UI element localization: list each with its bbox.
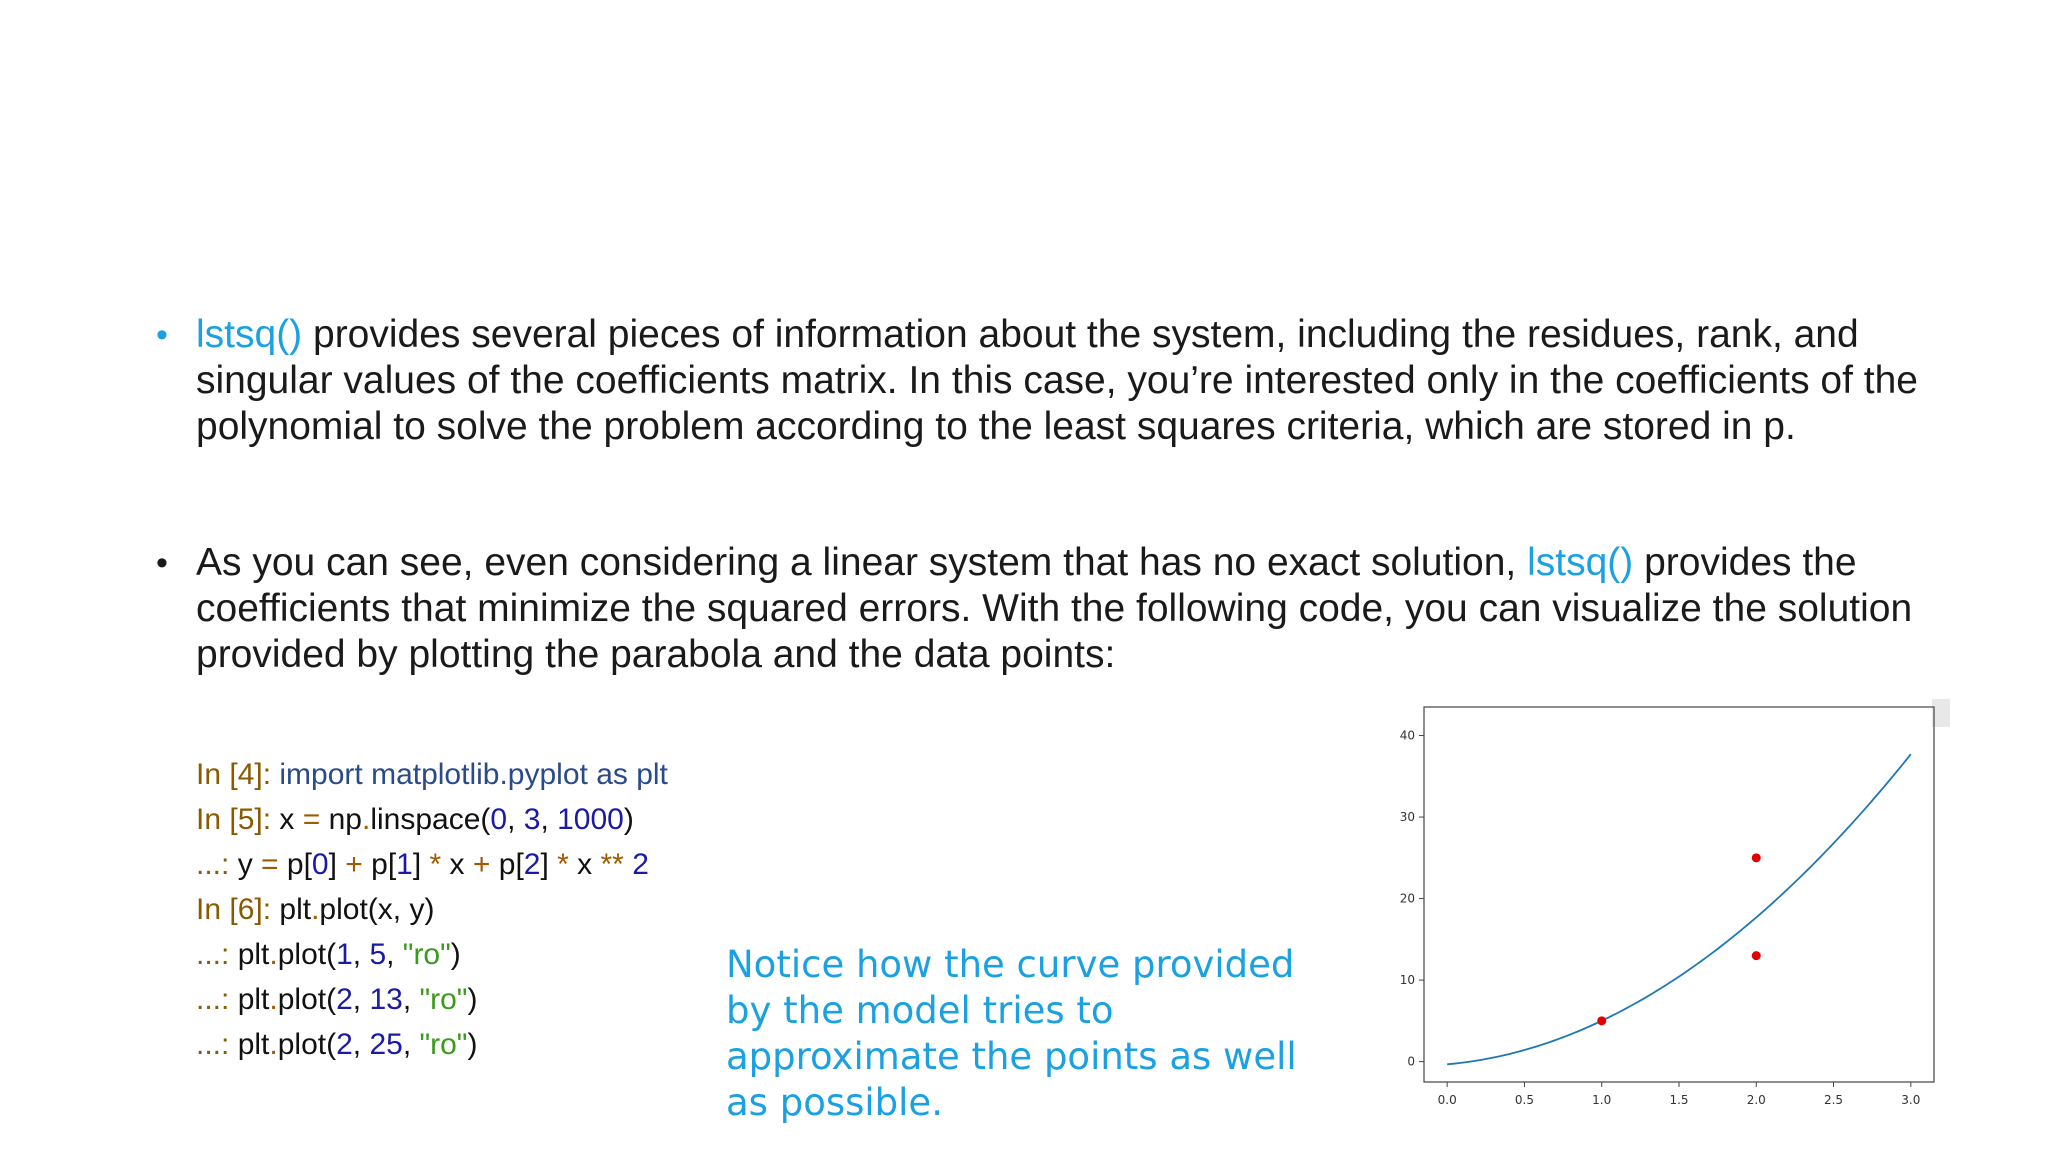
code-text: np xyxy=(320,803,362,836)
code-text: , xyxy=(352,1028,370,1061)
code-line xyxy=(196,887,668,932)
code-text: p[ xyxy=(362,848,397,881)
code-text: ] xyxy=(328,848,346,881)
axis-ticks xyxy=(1400,729,1921,1107)
x-tick-label: 1.5 xyxy=(1669,1093,1689,1107)
code-text: plot( xyxy=(277,983,337,1016)
code-line xyxy=(196,797,668,842)
data-point xyxy=(1752,951,1761,960)
code-number: 2 xyxy=(336,1028,353,1061)
note-text: Notice how the curve provided by the model tries to approximate the points as well as possible. xyxy=(726,943,1297,1124)
y-tick-label: 30 xyxy=(1399,810,1415,825)
y-tick-label: 0 xyxy=(1407,1054,1415,1069)
keyword-lstsq: lstsq() xyxy=(196,313,303,356)
code-operator: . xyxy=(269,938,278,971)
code-text: ) xyxy=(450,938,461,971)
code-string: "ro" xyxy=(402,938,451,971)
fitted-curve xyxy=(1447,754,1911,1064)
code-text: x xyxy=(568,848,601,881)
parabola-chart xyxy=(1380,695,1950,1115)
code-prompt: ...: xyxy=(196,848,238,881)
data-points xyxy=(1597,853,1761,1025)
code-text: plt xyxy=(279,893,312,926)
code-block xyxy=(196,752,668,1067)
code-number: 3 xyxy=(523,803,541,836)
code-operator: . xyxy=(269,1028,278,1061)
y-tick-label: 40 xyxy=(1399,728,1415,743)
code-text: , xyxy=(402,983,420,1016)
code-text: plt xyxy=(237,1028,270,1061)
code-operator: = xyxy=(302,803,321,836)
code-prompt: In [5]: xyxy=(196,803,280,836)
bullet-text: provides the coefficients that minimize the squared errors. With the following code, you can visualize the solution provided by plotting the parabola and the data points: xyxy=(196,541,1913,676)
code-prompt: In [6]: xyxy=(196,893,280,926)
code-operator: = xyxy=(261,848,279,881)
bullet-lstsq-info xyxy=(150,312,1940,450)
code-line xyxy=(196,842,668,887)
x-tick-label: 2.0 xyxy=(1746,1093,1766,1107)
code-number: 0 xyxy=(490,803,508,836)
code-prompt: In [4]: xyxy=(196,758,280,791)
code-text: import matplotlib.pyplot as plt xyxy=(279,758,668,791)
code-operator: . xyxy=(269,983,278,1016)
code-text: plt xyxy=(237,938,270,971)
code-text: , xyxy=(507,803,524,836)
code-text: ) xyxy=(467,983,478,1016)
bullet-text: As you can see, even considering a linear system that has no exact solution, xyxy=(196,541,1528,584)
code-number: 13 xyxy=(369,983,403,1016)
code-number: 25 xyxy=(369,1028,403,1061)
code-number: 2 xyxy=(523,848,541,881)
plot-frame xyxy=(1424,707,1934,1082)
bullet-lstsq-visualize xyxy=(150,540,1940,678)
x-tick-label: 2.5 xyxy=(1823,1093,1844,1107)
bullet-dot-icon: • xyxy=(156,316,168,354)
code-line xyxy=(196,932,668,977)
code-prompt: ...: xyxy=(196,1028,238,1061)
code-operator: + xyxy=(472,848,491,881)
code-number: 2 xyxy=(336,983,353,1016)
code-operator: . xyxy=(361,803,371,836)
code-text: plt xyxy=(237,983,270,1016)
code-operator: . xyxy=(311,893,320,926)
code-line xyxy=(196,1022,668,1067)
code-text: ) xyxy=(467,1028,478,1061)
code-text: , xyxy=(402,1028,420,1061)
code-prompt: ...: xyxy=(196,983,238,1016)
code-text: ) xyxy=(623,803,634,836)
code-number: 1000 xyxy=(557,803,624,836)
code-operator: * xyxy=(429,848,442,881)
code-text: linspace( xyxy=(370,803,491,836)
code-text: x xyxy=(279,803,303,836)
data-point xyxy=(1597,1016,1606,1025)
code-text: ] xyxy=(412,848,430,881)
code-text: plot( xyxy=(277,938,337,971)
y-tick-label: 10 xyxy=(1399,973,1415,988)
code-text: x xyxy=(441,848,473,881)
chart-corner-box xyxy=(1932,699,1950,727)
code-number: 1 xyxy=(336,938,353,971)
x-tick-label: 0.5 xyxy=(1514,1093,1535,1107)
code-number: 2 xyxy=(623,848,649,881)
code-text: , xyxy=(540,803,558,836)
code-number: 5 xyxy=(369,938,387,971)
code-string: "ro" xyxy=(419,1028,468,1061)
code-line xyxy=(196,752,668,797)
bullet-dot-icon: • xyxy=(156,544,168,582)
code-text: , xyxy=(386,938,403,971)
x-tick-label: 0.0 xyxy=(1437,1093,1457,1107)
code-operator: + xyxy=(345,848,363,881)
code-number: 1 xyxy=(396,848,413,881)
code-text: p[ xyxy=(490,848,524,881)
code-text: , xyxy=(352,983,370,1016)
code-text: plot(x, y) xyxy=(319,893,435,926)
code-text: p[ xyxy=(278,848,312,881)
code-text: plot( xyxy=(277,1028,337,1061)
bullet-text: provides several pieces of information about the system, including the residues, rank, and singular values of the coefficients matrix. In this case, you’re interested only in the coefficients of the polynomial to solve the problem according to the least squares criteria, which are stored in p. xyxy=(196,313,1918,448)
keyword-lstsq: lstsq() xyxy=(1527,541,1634,584)
code-line xyxy=(196,977,668,1022)
x-tick-label: 1.0 xyxy=(1592,1093,1612,1107)
code-number: 0 xyxy=(311,848,329,881)
code-text: , xyxy=(352,938,370,971)
code-operator: ** xyxy=(600,848,624,881)
code-prompt: ...: xyxy=(196,938,238,971)
code-text: ] xyxy=(540,848,558,881)
y-tick-label: 20 xyxy=(1399,891,1415,906)
x-tick-label: 3.0 xyxy=(1901,1093,1921,1107)
data-point xyxy=(1752,853,1761,862)
code-string: "ro" xyxy=(419,983,468,1016)
code-text: y xyxy=(237,848,262,881)
code-operator: * xyxy=(557,848,569,881)
